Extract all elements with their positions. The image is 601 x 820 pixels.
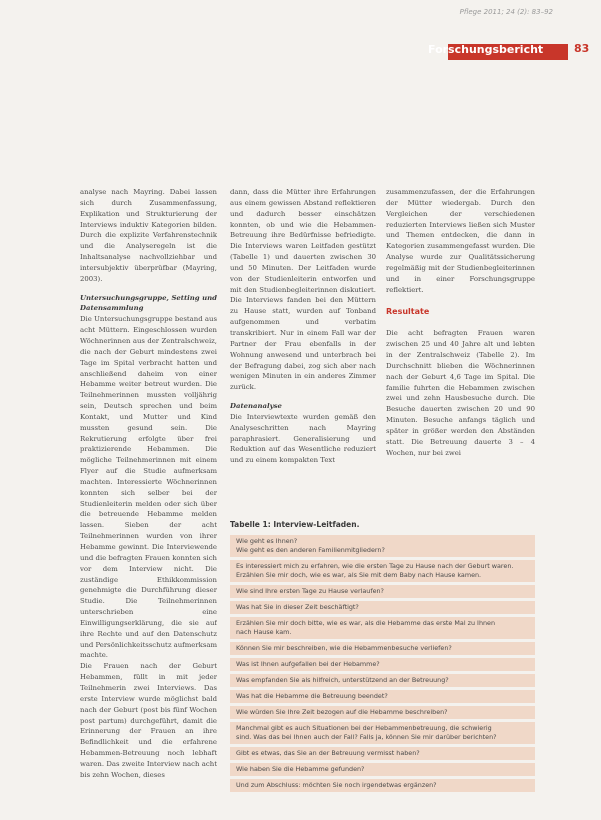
text-column-middle bbox=[230, 187, 376, 507]
interview-guide-table bbox=[230, 535, 535, 795]
table-cell-line: Was ist Ihnen aufgefallen bei der Hebamme? bbox=[236, 660, 380, 668]
page-number: 83 bbox=[574, 42, 590, 55]
paragraph: Die Untersuchungsgruppe bestand aus acht Müttern. Eingeschlossen wurden Wöchnerinnen aus der Zentralschweiz, die nach der Geburt mindestens zwei Tage im Spital verbracht hatten und anschließend daheim von einer Hebamme weiter betreut wurden. Die Teilnehmerinnen mussten volljährig sein, Deutsch sprechen und beim Kontakt, und Mutter und Kind mussten gesund sein. Die Rekrutierung erfolgte über frei praktizierende Hebammen. Die mögliche Teilnehmerinnen mit einem Flyer auf die Studie aufmerksam machten. Interessierte Wöchnerinnen konnten sich selber bei der Studienleiterin melden oder sich über die betreuende Hebamme melden lassen. Sieben der acht Teilnehmerinnen wurden von ihrer Hebamme gewinnt. Die Interviewende und die befragten Frauen konnten sich vor dem Interview nicht. Die zuständige Ethikkommission genehmigte die Durchführung dieser Studie. Die Teilnehmerinnen unterschrieben eine Einwilligungserklärung, die sie auf ihre Rechte und auf den Datenschutz und Persönlichkeitsschutz aufmerksam machte. bbox=[80, 315, 217, 660]
table-row bbox=[230, 658, 535, 671]
table-cell-line: Manchmal gibt es auch Situationen bei der Hebammenbetreuung, die schwierig bbox=[236, 724, 492, 732]
table-cell-line: Wie sind Ihre ersten Tage zu Hause verlaufen? bbox=[236, 587, 384, 595]
table-cell-line: Was hat Sie in dieser Zeit beschäftigt? bbox=[236, 603, 359, 611]
section-label: Forschungsbericht bbox=[428, 43, 544, 56]
paragraph: zusammenzufassen, der die Erfahrungen der Mütter wiedergab. Durch den Vergleichen der verschiedenen reduzierten Interviews ließen sich Muster und Themen entdecken, die dann in Kategorien zusammengefasst wurden. Die Analyse wurde zur Qualitätssicherung regelmäßig mit der Studienbegleiterinnen und in einer Forschungsgruppe reflektiert. bbox=[386, 188, 535, 294]
table-cell-line: Wie haben Sie die Hebamme gefunden? bbox=[236, 765, 365, 773]
subheading: Datenanalyse bbox=[230, 402, 282, 411]
table-cell-line: Wie geht es Ihnen? bbox=[236, 537, 298, 545]
table-row bbox=[230, 763, 535, 776]
table-row bbox=[230, 560, 535, 582]
table-cell-line: Und zum Abschluss: möchten Sie noch irgendetwas ergänzen? bbox=[236, 781, 437, 789]
table-cell-line: nach Hause kam. bbox=[236, 628, 292, 636]
text-column-left bbox=[80, 187, 217, 817]
table-cell-line: Was hat die Hebamme die Betreuung beendet? bbox=[236, 692, 388, 700]
paragraph: dann, dass die Mütter ihre Erfahrungen aus einem gewissen Abstand reflektieren und dadurch besser einschätzen konnten, ob und wie die Hebammen-Betreuung ihre Bedürfnisse befriedigte. Die Interviews waren Leitfaden gestützt (Tabelle 1) und dauerten zwischen 30 und 50 Minuten. Der Leitfaden wurde von der Studienleiterin entworfen und mit den Studienbegleiterinnen diskutiert. Die Interviews fanden bei den Müttern zu Hause statt, wurden auf Tonband aufgenommen und verbatim transkribiert. Nur in einem Fall war der Partner der Frau ebenfalls in der Wohnung anwesend und unterbrach bei der Befragung dabei, zog sich aber nach wenigen Minuten in ein anderes Zimmer zurück. bbox=[230, 188, 376, 392]
table-row bbox=[230, 585, 535, 598]
table-caption: Tabelle 1: Interview-Leitfaden. bbox=[230, 520, 360, 529]
table-cell-line: Wie geht es den anderen Familienmitgliedern? bbox=[236, 546, 385, 554]
paragraph: Die Frauen nach der Geburt Hebammen, füllt in mit jeder Teilnehmerin zwei Interviews. Das erste Interview wurde möglichst bald nach der Geburt (post bis fünf Wochen post partum) durchgeführt, damit die Erinnerung der Frauen an ihre Befindlichkeit und die erfahrene Hebammen-Betreuung noch lebhaft waren. Das zweite Interview nach acht bis zehn Wochen, dieses bbox=[80, 662, 217, 779]
table-row bbox=[230, 642, 535, 655]
table-cell-line: Es interessiert mich zu erfahren, wie die ersten Tage zu Hause nach der Geburt waren. bbox=[236, 562, 514, 570]
journal-reference: Pflege 2011; 24 (2): 83–92 bbox=[459, 8, 553, 16]
table-row bbox=[230, 779, 535, 792]
paragraph: Die acht befragten Frauen waren zwischen 25 und 40 Jahre alt und lebten in der Zentralschweiz (Tabelle 2). Im Durchschnitt blieben die Wöchnerinnen nach der Geburt 4,6 Tage im Spital. Die familie fuhrten die Hebammen zwischen zwei und zehn Hausbesuche durch. Die Besuche dauerten zwischen 20 und 90 Minuten. Besuche anfangs täglich und später in größer werden den Abständen statt. Die Betreuung dauerte 3 – 4 Wochen, nur bei zwei bbox=[386, 329, 535, 457]
table-cell-line: Erzählen Sie mir doch, wie es war, als Sie mit dem Baby nach Hause kamen. bbox=[236, 571, 482, 579]
subheading: Untersuchungsgruppe, Setting und Datensammlung bbox=[80, 293, 217, 313]
table-row bbox=[230, 706, 535, 719]
table-row bbox=[230, 722, 535, 744]
table-row bbox=[230, 601, 535, 614]
table-row bbox=[230, 535, 535, 557]
table-row bbox=[230, 674, 535, 687]
paragraph: analyse nach Mayring. Dabei lassen sich durch Zusammenfassung, Explikation und Strukturierung der Interviews induktiv Kategorien bilden. Durch die explizite Verfahrenstechnik und die Analyseregeln ist die Inhaltsanalyse nachvollziehbar und intersubjektiv überprüfbar (Mayring, 2003). bbox=[80, 188, 217, 283]
table-row bbox=[230, 617, 535, 639]
paragraph: Die Interviewtexte wurden gemäß den Analyseschritten nach Mayring paraphrasiert. Generalisierung und Reduktion auf das Wesentliche reduziert und zu einem kompakten Text bbox=[230, 412, 376, 465]
results-heading: Resultate bbox=[386, 307, 430, 317]
table-cell-line: Können Sie mir beschreiben, wie die Hebammenbesuche verliefen? bbox=[236, 644, 452, 652]
table-row bbox=[230, 690, 535, 703]
text-column-right bbox=[386, 187, 535, 511]
table-cell-line: Gibt es etwas, das Sie an der Betreuung vermisst haben? bbox=[236, 749, 420, 757]
table-cell-line: Wie würden Sie Ihre Zeit bezogen auf die Hebamme beschreiben? bbox=[236, 708, 448, 716]
table-cell-line: Erzählen Sie mir doch bitte, wie es war, als die Hebamme das erste Mal zu Ihnen bbox=[236, 619, 496, 627]
table-cell-line: Was empfanden Sie als hilfreich, unterstützend an der Betreuung? bbox=[236, 676, 449, 684]
table-row bbox=[230, 747, 535, 760]
table-cell-line: sind. Was das bei Ihnen auch der Fall? Falls ja, können Sie mir darüber berichten? bbox=[236, 733, 497, 741]
